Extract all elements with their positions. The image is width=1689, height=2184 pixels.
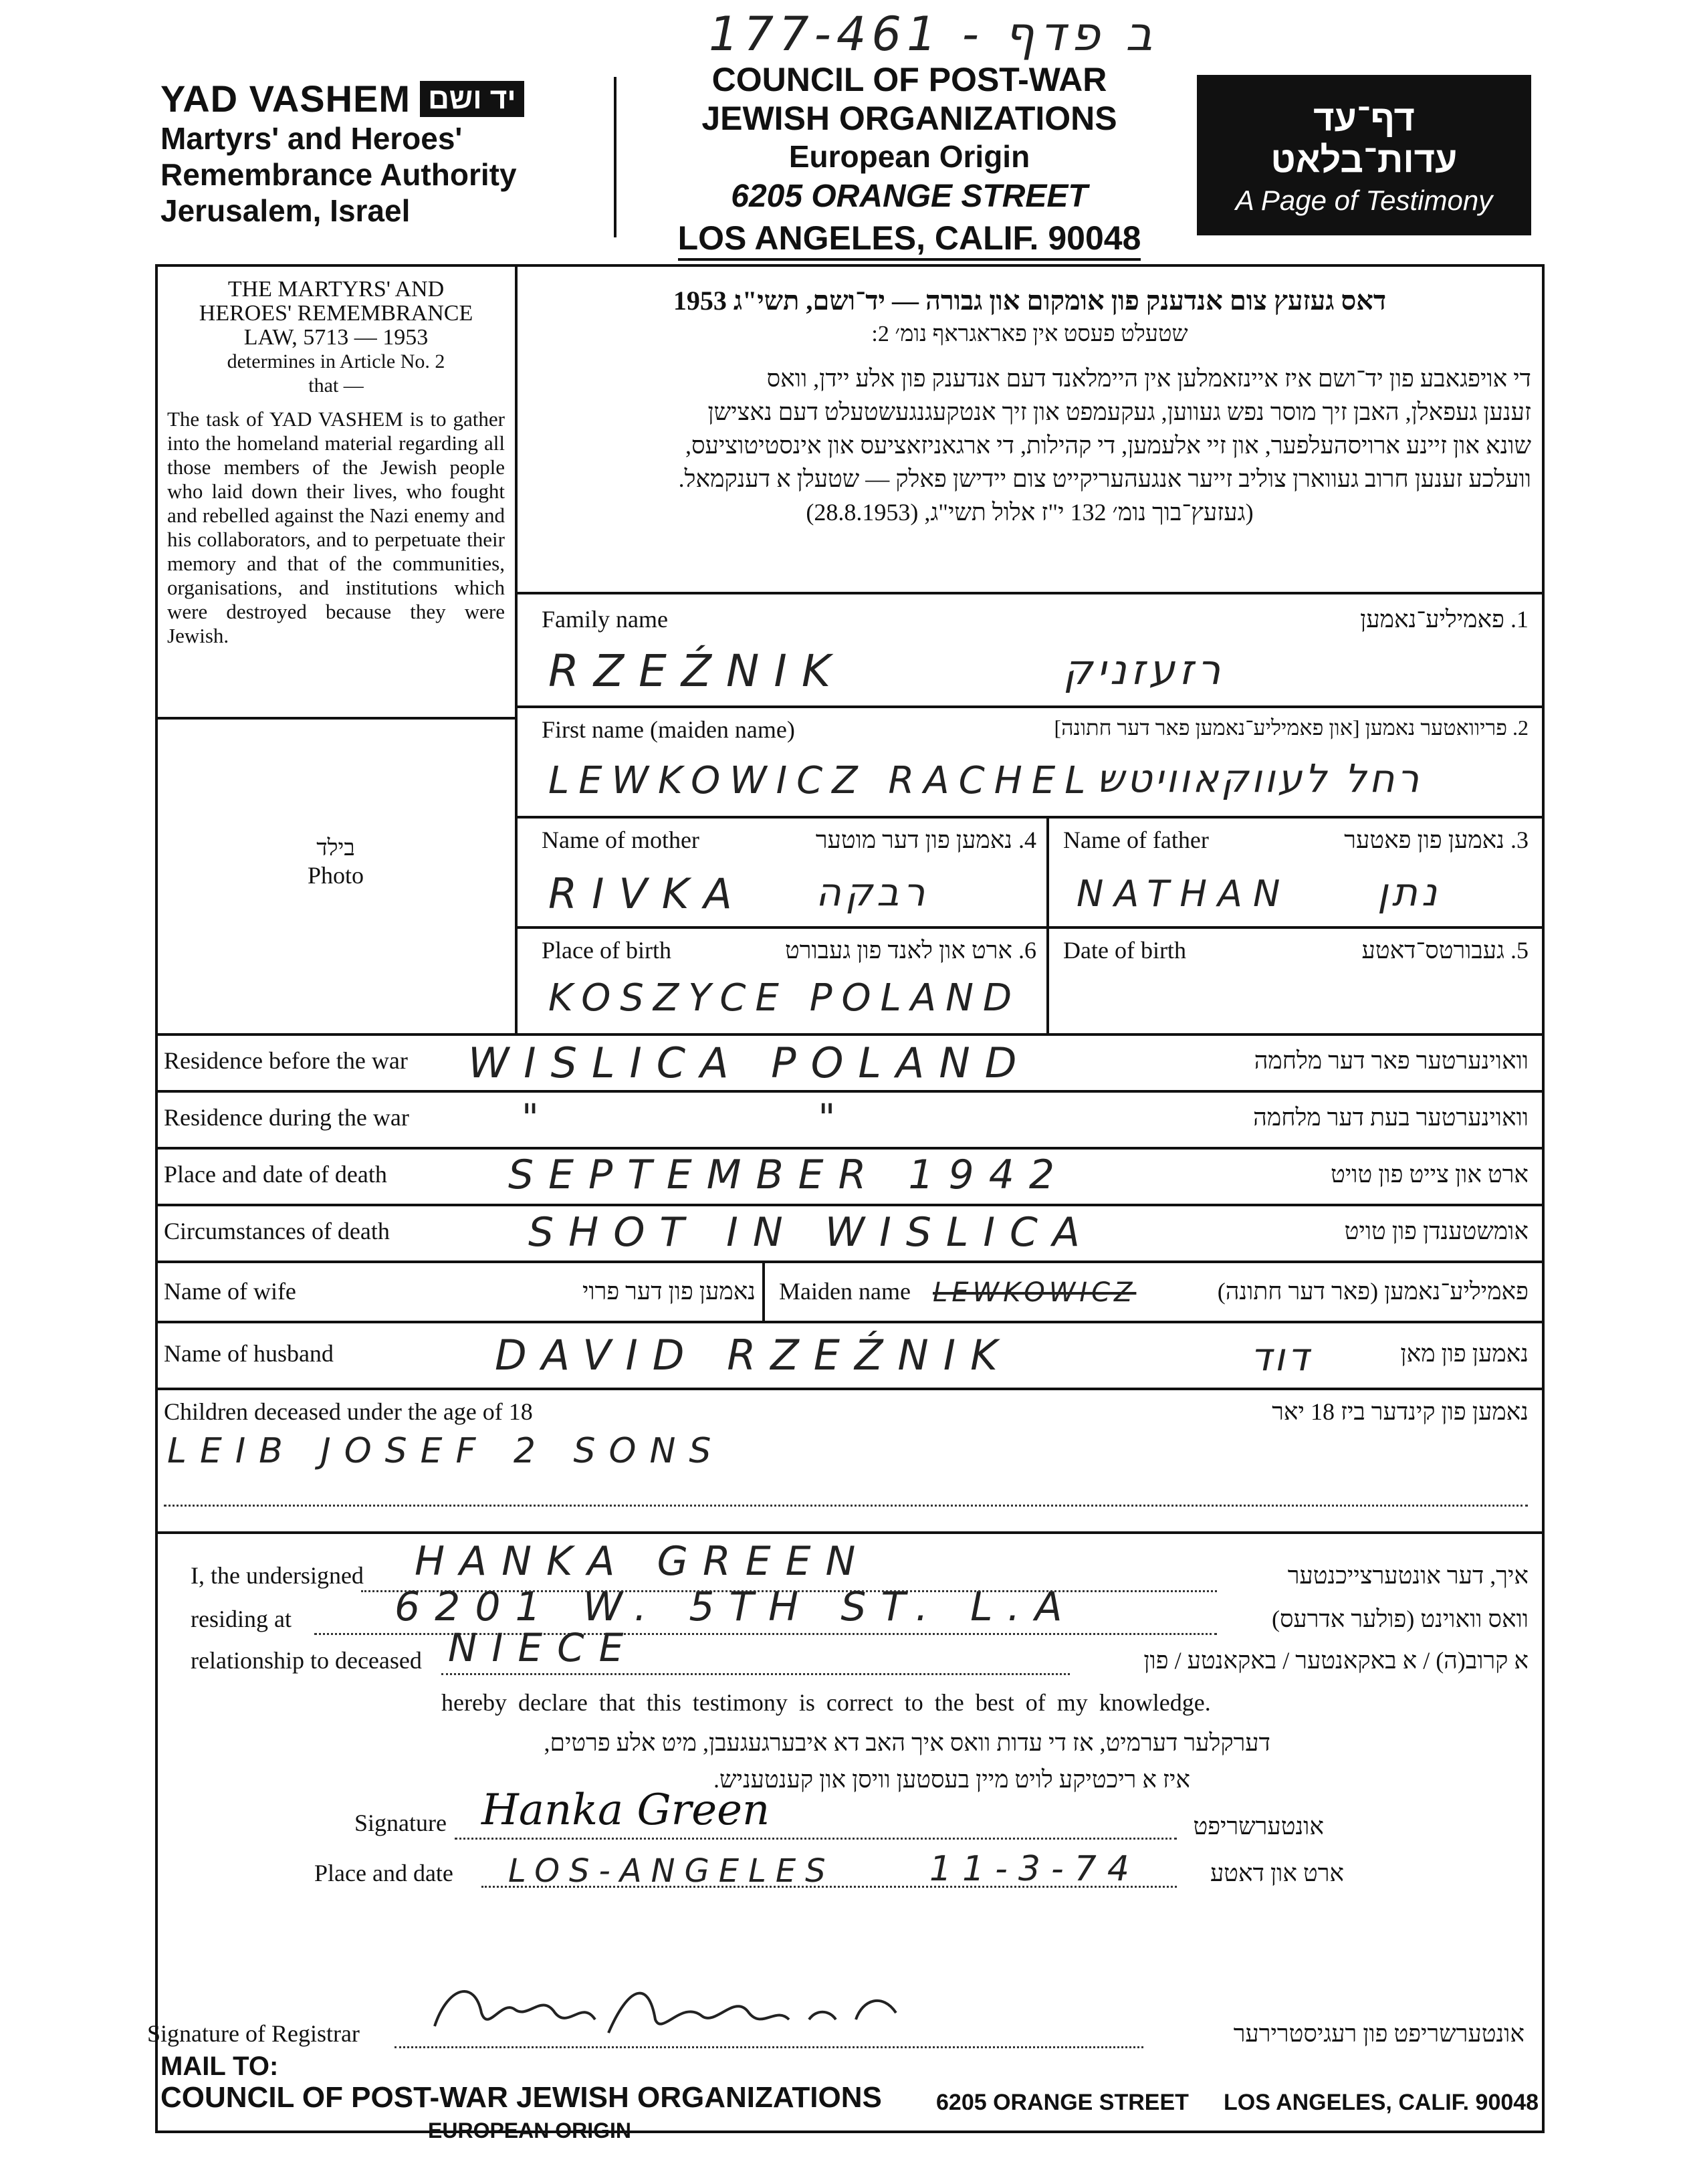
photo-english: Photo xyxy=(307,862,364,889)
death-label: Place and date of death xyxy=(164,1161,387,1188)
black-box-hebrew: עדות־בלאט xyxy=(1270,140,1458,180)
yad-vashem-header xyxy=(160,77,602,229)
residence-before-value: WISLICA POLAND xyxy=(468,1039,1032,1087)
intro-subtitle: שטעלט פעסט אין פאראגראף נומ׳ 2: xyxy=(871,322,1188,346)
black-box-english: A Page of Testimony xyxy=(1235,185,1493,216)
mail-to-label: MAIL TO: xyxy=(160,2052,279,2081)
grid-line xyxy=(155,1204,1545,1206)
grid-line xyxy=(762,1261,765,1321)
mother-name-hebrew-label: 4. נאמען פון דער מוטער xyxy=(815,827,1036,853)
death-value: SEPTEMBER 1942 xyxy=(508,1152,1070,1198)
first-name-label: First name (maiden name) xyxy=(542,716,795,743)
father-name-hebrew-value: נתן xyxy=(1377,869,1442,915)
first-name-value: LEWKOWICZ RACHEL xyxy=(548,759,1095,802)
mother-name-label: Name of mother xyxy=(542,827,699,853)
first-name-hebrew-value: רחל לעווקאוויטש xyxy=(1097,756,1422,801)
grid-line xyxy=(515,705,1545,708)
registrar-line xyxy=(395,2046,1143,2048)
yad-vashem-logo-text: YAD VASHEM xyxy=(160,78,411,120)
circumstances-value: SHOT IN WISLICA xyxy=(528,1209,1095,1256)
family-name-label: Family name xyxy=(542,606,668,633)
intro-line: וועלכע זענען חרוב געווארן צוליב זייער אנגעהעריקייט צום יידישן פאלק — שטעלן א דענקמאל. xyxy=(678,465,1531,492)
law-title: THE MARTYRS' AND xyxy=(227,277,445,302)
grid-line xyxy=(155,1090,1545,1093)
place-date-hebrew-label: ארט און דאטע xyxy=(1210,1860,1344,1886)
death-hebrew-label: ארט און צייט פון טויט xyxy=(1331,1161,1529,1188)
residence-during-label: Residence during the war xyxy=(164,1104,409,1131)
page-of-testimony-box xyxy=(1197,75,1531,235)
grid-line xyxy=(515,592,1545,594)
wife-label: Name of wife xyxy=(164,1278,296,1305)
birth-date-hebrew-label: 5. געבורטס־דאטע xyxy=(1361,937,1529,964)
intro-line: די אויפגאבע פון יד־ושם איז איינזאמלען אין היימלאנד דעם אנדענק פון אלע יידן, וואס xyxy=(766,365,1531,392)
photo-hebrew: בילד xyxy=(316,836,355,861)
photo-box xyxy=(155,836,516,889)
black-box-hebrew: דף־עד xyxy=(1313,98,1415,138)
signature-hebrew-label: אונטערשריפט xyxy=(1193,1813,1324,1840)
residence-during-value: " " xyxy=(522,1097,970,1140)
mail-to-street: 6205 ORANGE STREET xyxy=(936,2090,1189,2115)
husband-hebrew-value: דוד xyxy=(1250,1334,1312,1380)
residence-before-label: Residence before the war xyxy=(164,1047,408,1074)
wife-hebrew-label: נאמען פון דער פרוי xyxy=(582,1278,756,1305)
maiden-name-value: LEWKOWICZ xyxy=(933,1277,1137,1308)
relationship-line xyxy=(441,1673,1070,1675)
residing-label: residing at xyxy=(191,1606,292,1632)
residence-before-hebrew-label: וואוינערטער פאר דער מלחמה xyxy=(1254,1047,1529,1074)
yiddish-intro xyxy=(528,284,1531,529)
council-line: COUNCIL OF POST-WAR xyxy=(711,61,1107,98)
family-name-value: RZEŹNIK xyxy=(548,645,846,697)
husband-hebrew-label: נאמען פון מאן xyxy=(1400,1340,1529,1367)
signature-line xyxy=(455,1838,1177,1840)
grid-line xyxy=(155,1033,1545,1036)
council-line: LOS ANGELES, CALIF. 90048 xyxy=(678,218,1141,261)
registrar-signature-icon xyxy=(428,1973,936,2046)
signature-label: Signature xyxy=(354,1810,447,1836)
children-value: LEIB JOSEF 2 SONS xyxy=(167,1431,725,1471)
grid-line xyxy=(155,1321,1545,1323)
undersigned-label: I, the undersigned xyxy=(191,1562,364,1589)
relationship-label: relationship to deceased xyxy=(191,1647,422,1674)
header-line: Martyrs' and Heroes' xyxy=(160,121,463,156)
mother-name-hebrew-value: רבקה xyxy=(816,869,929,915)
maiden-name-label: Maiden name xyxy=(779,1278,911,1305)
intro-line: שונא און זיינע ארויסהעלפער, און זיי אלעמען, די קהילות, די ארגאניזאציעס און אינסטיטוציעס, xyxy=(685,432,1531,459)
relationship-hebrew-label: א קרוב(ה) / א באקאנטער / באקאנטע / פון xyxy=(1143,1647,1529,1674)
husband-value: DAVID RZEŹNIK xyxy=(495,1331,1012,1380)
dotted-line xyxy=(164,1505,1528,1507)
law-title: determines in Article No. 2 xyxy=(227,350,445,372)
birth-place-value: KOSZYCE POLAND xyxy=(548,976,1022,1020)
mail-to-org: COUNCIL OF POST-WAR JEWISH ORGANIZATIONS xyxy=(160,2081,882,2114)
husband-label: Name of husband xyxy=(164,1340,334,1367)
council-line: 6205 ORANGE STREET xyxy=(731,179,1088,214)
header-line: Remembrance Authority xyxy=(160,157,517,192)
relationship-value: NIECE xyxy=(448,1625,639,1670)
residing-value: 6201 W. 5TH ST. L.A xyxy=(395,1584,1077,1630)
grid-line xyxy=(155,1531,1545,1534)
mail-to-sub: EUROPEAN ORIGIN xyxy=(428,2118,632,2143)
intro-line: (געזעץ־בוך נומ׳ 132 י"ז אלול תשי"ג, (28.8.1953) xyxy=(806,499,1254,526)
father-name-value: NATHAN xyxy=(1077,873,1291,915)
mother-name-value: RIVKA xyxy=(548,869,747,918)
undersigned-hebrew-label: איך, דער אונטערצייכנטער xyxy=(1287,1562,1529,1589)
children-hebrew-label: נאמען פון קינדער ביז 18 יאר xyxy=(1272,1398,1529,1425)
first-name-hebrew-label: 2. פריוואטער נאמען [און פאמיליע־נאמען פאר דער חתונה] xyxy=(1054,716,1529,740)
place-value: LOS-ANGELES xyxy=(508,1852,835,1890)
father-name-hebrew-label: 3. נאמען פון פאטער xyxy=(1344,827,1529,853)
signature-value: Hanka Green xyxy=(481,1785,770,1835)
declaration-hebrew: איז א ריכטיקע לויט מיין בעסטען וויסן און קענטעניש. xyxy=(713,1766,1190,1793)
family-name-hebrew-value: רזעזניק xyxy=(1063,645,1225,694)
header-divider xyxy=(614,77,616,237)
law-box-bottom xyxy=(155,717,516,720)
intro-title: דאס געזעץ צום אנדענק פון אומקום און גבורה — יד־ושם, תשי"ג 1953 xyxy=(673,286,1387,316)
circumstances-hebrew-label: אומשטענדן פון טויט xyxy=(1344,1218,1529,1244)
law-body: The task of YAD VASHEM is to gather into the homeland material regarding all those members of the Jewish people who laid down their lives, who fought and rebelled against the Nazi enemy and his collaborators, and to perpetuate their memory and that of the communities, organisations, and institutions which were destroyed because they were Jewish. xyxy=(167,407,505,647)
council-line: JEWISH ORGANIZATIONS xyxy=(701,100,1117,137)
left-column-divider xyxy=(515,264,518,1033)
undersigned-value: HANKA GREEN xyxy=(415,1538,871,1585)
top-annotation: 177-461 - ב פדף xyxy=(709,7,1158,62)
family-name-hebrew-label: 1. פאמיליע־נאמען xyxy=(1360,606,1529,633)
grid-line xyxy=(1046,816,1049,1033)
registrar-label: Signature of Registrar xyxy=(147,2020,360,2047)
place-date-label: Place and date xyxy=(314,1860,453,1886)
birth-date-label: Date of birth xyxy=(1063,937,1186,964)
declaration-hebrew: דערקלער דערמיט, אז די עדות וואס איך האב דא איבערגעגעבן, מיט אלע פרטים, xyxy=(544,1729,1270,1756)
council-line: European Origin xyxy=(788,139,1030,174)
grid-line xyxy=(155,1147,1545,1150)
birth-place-hebrew-label: 6. ארט און לאנד פון געבורט xyxy=(785,937,1036,964)
grid-line xyxy=(155,1388,1545,1390)
yad-vashem-logo-hebrew: יד ושם xyxy=(420,81,524,117)
residing-hebrew-label: וואס וואוינט (פולער אדרעס) xyxy=(1271,1606,1529,1632)
law-title: HEROES' REMEMBRANCE xyxy=(199,301,473,326)
law-title: that — xyxy=(308,374,364,397)
header-line: Jerusalem, Israel xyxy=(160,193,411,228)
grid-line xyxy=(155,1261,1545,1263)
grid-line xyxy=(515,816,1545,818)
birth-place-label: Place of birth xyxy=(542,937,671,964)
children-label: Children deceased under the age of 18 xyxy=(164,1398,533,1425)
intro-line: זענען געפאלן, האבן זיך מוסר נפש געווען, געקעמפט און זיך אנטקעגנגעשטעלט דעם נאצישן xyxy=(707,399,1531,425)
grid-line xyxy=(515,926,1545,929)
council-header xyxy=(655,60,1163,261)
law-box xyxy=(167,278,505,648)
circumstances-label: Circumstances of death xyxy=(164,1218,390,1244)
father-name-label: Name of father xyxy=(1063,827,1209,853)
registrar-hebrew-label: אונטערשריפט פון רעגיסטרירער xyxy=(1233,2020,1525,2047)
residence-during-hebrew-label: וואוינערטער בעת דער מלחמה xyxy=(1253,1104,1529,1131)
mail-to-city: LOS ANGELES, CALIF. 90048 xyxy=(1224,2090,1539,2115)
date-value: 11-3-74 xyxy=(929,1849,1140,1889)
law-title: LAW, 5713 — 1953 xyxy=(243,325,429,350)
maiden-name-hebrew-label: פאמיליע־נאמען (פאר דער חתונה) xyxy=(1217,1278,1529,1305)
declaration-statement: hereby declare that this testimony is correct to the best of my knowledge. xyxy=(441,1689,1211,1716)
